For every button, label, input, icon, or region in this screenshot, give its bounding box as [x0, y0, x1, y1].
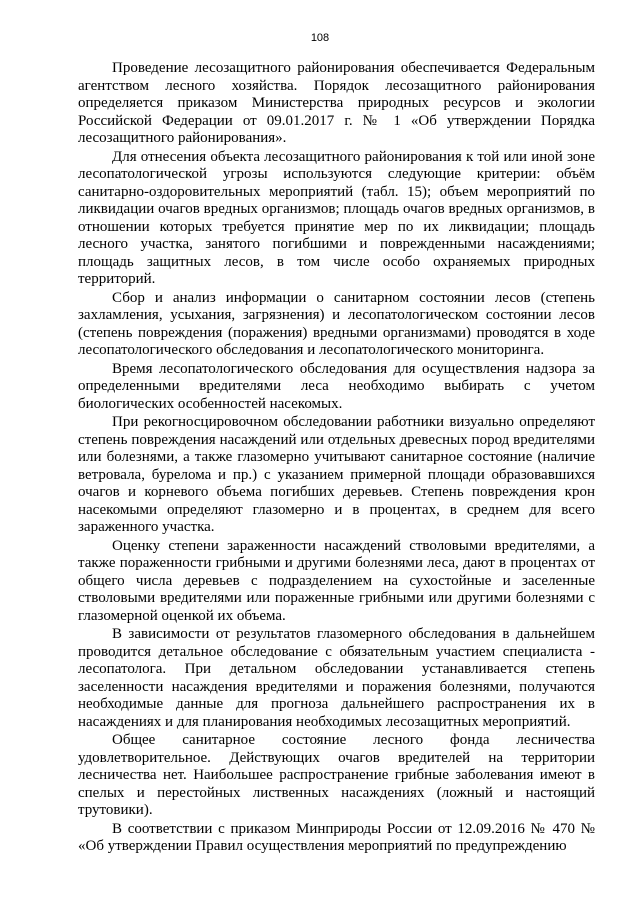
document-body	[78, 60, 595, 857]
paragraph-threat-criteria: Для отнесения объекта лесозащитного районирования к той или иной зоне лесопатологической угрозы используются следующие критерии: объём санитарно-оздоровительных мероприятий (табл. 15); объем мероприятий по ликвидации очагов вредных организмов; площадь очагов вредных организмов, в отношении которых требуется принятие мер по их ликвидации; площадь лесного участка, занятого погибшими и поврежденными насаждениями; площадь защитных лесов, в том числе особо охраняемых природных территорий.	[78, 148, 595, 287]
paragraph-zoning-authority: Проведение лесозащитного районирования обеспечивается Федеральным агентством лесного хозяйства. Порядок лесозащитного районирования определяется приказом Министерства природных ресурсов и экологии Российской Федерации от 09.01.2017 г. № 1 «Об утверждении Порядка лесозащитного районирования».	[78, 60, 595, 146]
paragraph-reconnaissance-survey: При рекогносцировочном обследовании работники визуально определяют степень повреждения насаждений или отдельных древесных пород вредителями или болезнями, а также глазомерно учитывают санитарное состояние (наличие ветровала, бурелома и пр.) с указанием примерной площади образовавшихся очагов и корневого объема погибших деревьев. Степень повреждения крон насекомыми определяют глазомерно и в процентах, в среднем для всего зараженного участка.	[78, 414, 595, 535]
paragraph-sanitary-state: Общее санитарное состояние лесного фонда лесничества удовлетворительное. Действующих очагов вредителей на территории лесничества нет. Наибольшее распространение грибные заболевания имеют в спелых и перестойных лиственных насаждениях (ложный и настоящий трутовики).	[78, 732, 595, 818]
paragraph-survey-timing: Время лесопатологического обследования для осуществления надзора за определенными вредителями леса необходимо выбирать с учетом биологических особенностей насекомых.	[78, 360, 595, 412]
paragraph-infestation-assessment: Оценку степени зараженности насаждений стволовыми вредителями, а также пораженности грибными и другими болезнями леса, дают в процентах от общего числа деревьев с подразделением на сухостойные и заселенные стволовыми вредителями или пораженные грибными или другими болезнями с глазомерной оценкой их объема.	[78, 537, 595, 624]
page-number: 108	[310, 32, 330, 44]
paragraph-detailed-survey: В зависимости от результатов глазомерного обследования в дальнейшем проводится детальное обследование с обязательным участием специалиста - лесопатолога. При детальном обследовании устанавливается степень заселенности насаждения вредителями и поражения болезнями, получаются необходимые данные для прогноза дальнейшего распространения их в насаждениях и для планирования необходимых лесозащитных мероприятий.	[78, 626, 595, 730]
paragraph-order-reference: В соответствии с приказом Минприроды России от 12.09.2016 № 470 № «Об утверждении Правил осуществления мероприятий по предупреждению	[78, 820, 595, 854]
paragraph-data-collection: Сбор и анализ информации о санитарном состоянии лесов (степень захламления, усыхания, загрязнения) и лесопатологическом состоянии лесов (степень повреждения (поражения) вредными организмами) проводятся в ходе лесопатологического обследования и лесопатологического мониторинга.	[78, 289, 595, 358]
